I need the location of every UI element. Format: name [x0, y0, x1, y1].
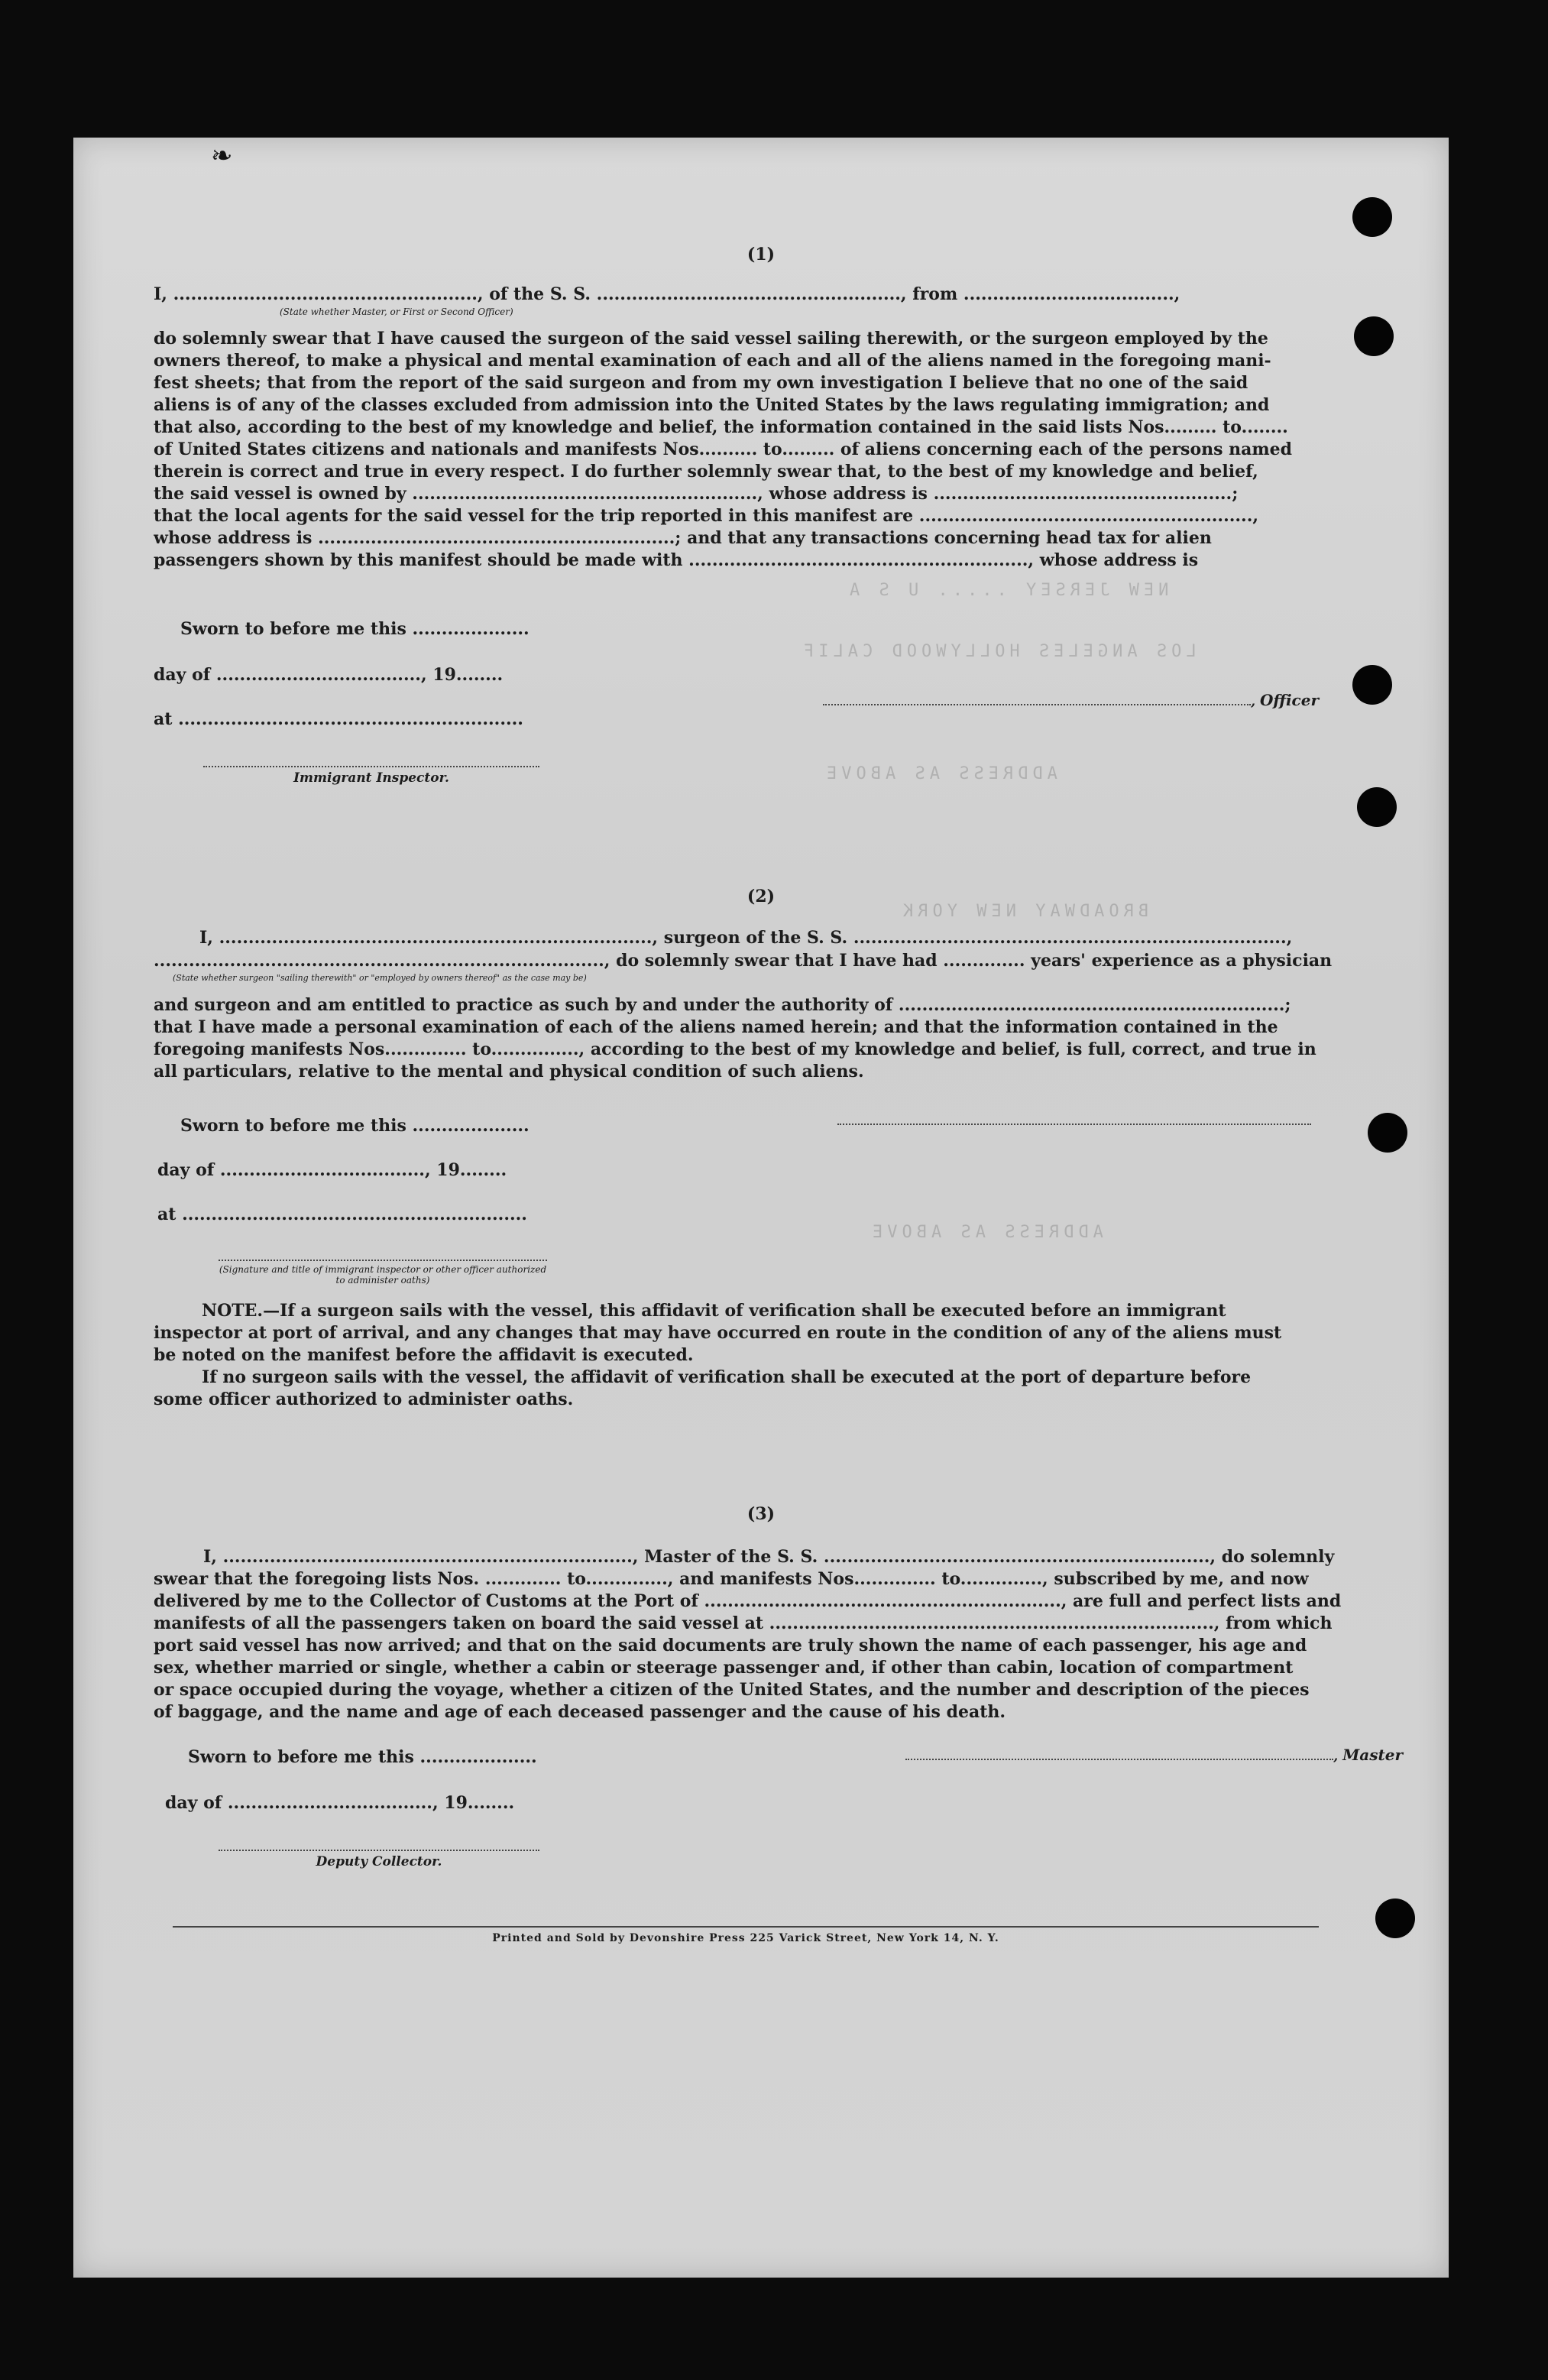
s1-line-4: fest sheets; that from the report of the said surgeon and from my own investigation I believe that no one of the said [154, 373, 1248, 393]
s3-line-1: I, ......................................................................, Master of the S. S. .................................................................., do solemnly [203, 1547, 1335, 1567]
s2-line-3: foregoing manifests Nos.............. to..............., according to the best of my knowledge and belief, is full, correct, and true in [154, 1039, 1316, 1059]
s1-line-1: I, ...................................................., of the S. S. ...................................................., from ...................................., [154, 284, 1180, 304]
bleed-through: NEW JERSEY ..... U S A [845, 581, 1169, 600]
s2-line-4: all particulars, relative to the mental and physical condition of such aliens. [154, 1062, 864, 1081]
s3-line-8: of baggage, and the name and age of each deceased passenger and the cause of his death. [154, 1702, 1006, 1722]
punch-hole [1354, 316, 1394, 356]
form-page [73, 138, 1449, 2278]
s3-line-6: sex, whether married or single, whether a cabin or steerage passenger and, if other than cabin, location of compartment [154, 1658, 1294, 1678]
master-note: (State whether Master, or First or Second Officer) [280, 306, 513, 317]
note-line-5: some officer authorized to administer oaths. [154, 1389, 574, 1409]
punch-hole [1352, 665, 1392, 705]
s1-line-12: passengers shown by this manifest should be made with .........................................................., whose address is [154, 550, 1199, 570]
master-label: Master [1342, 1746, 1403, 1764]
s1-line-9: the said vessel is owned by ..........................................................., whose address is ...................................................; [154, 484, 1239, 504]
s2-surgeon-signature [837, 1124, 1311, 1128]
officer-label: Officer [1259, 691, 1319, 709]
surgeon-note: (State whether surgeon "sailing therewith" or "employed by owners thereof" as the case may be) [173, 973, 587, 983]
s2-line-i: I, .........................................................................., surgeon of the S. S. .........................................................................., [199, 928, 1293, 948]
bleed-through: LOS ANGELES HOLLYWOOD CALIF [799, 642, 1197, 661]
corner-mark-icon: ❧ [211, 141, 233, 171]
punch-hole [1368, 1113, 1407, 1153]
s1-day: day of ..................................., 19........ [154, 665, 504, 685]
s2-line-1: and surgeon and am entitled to practice as such by and under the authority of ..................................................................; [154, 995, 1291, 1015]
s2-line-swear: ............................................................................., do solemnly swear that I have had .............. years' experience as a physician [154, 951, 1333, 971]
s1-line-3: owners thereof, to make a physical and mental examination of each and all of the aliens named in the foregoing mani- [154, 351, 1271, 371]
s1-officer-signature: , Officer [822, 688, 1319, 709]
note-line-1: NOTE.—If a surgeon sails with the vessel, this affidavit of verification shall be executed before an immigrant [202, 1301, 1226, 1321]
s2-day: day of ..................................., 19........ [157, 1160, 507, 1180]
s2-at: at ........................................................... [157, 1205, 527, 1224]
s3-master-signature: , Master [837, 1743, 1403, 1764]
s3-collector-signature: Deputy Collector. [219, 1850, 539, 1869]
s1-at: at ........................................................... [154, 709, 523, 729]
s1-line-7: of United States citizens and nationals and manifests Nos.......... to......... of aliens concerning each of the persons named [154, 439, 1293, 459]
s1-line-2: do solemnly swear that I have caused the surgeon of the said vessel sailing therewith, or the surgeon employed by the [154, 329, 1268, 349]
bleed-through: ADDRESS AS ABOVE [868, 1223, 1103, 1242]
s3-sworn: Sworn to before me this .................... [188, 1747, 537, 1767]
s3-line-4: manifests of all the passengers taken on board the said vessel at ............................................................................, from which [154, 1613, 1333, 1633]
s1-line-6: that also, according to the best of my knowledge and belief, the information contained in the said lists Nos......... to........ [154, 417, 1288, 437]
note-line-3: be noted on the manifest before the affidavit is executed. [154, 1345, 694, 1365]
note-line-2: inspector at port of arrival, and any changes that may have occurred en route in the condition of any of the aliens must [154, 1323, 1282, 1343]
bleed-through: ADDRESS AS ABOVE [822, 764, 1057, 783]
s1-line-11: whose address is .............................................................; and that any transactions concerning head tax for alien [154, 528, 1212, 548]
s3-day: day of ..................................., 19........ [165, 1793, 515, 1813]
punch-hole [1352, 197, 1392, 237]
s3-line-2: swear that the foregoing lists Nos. ............. to.............., and manifests Nos.............. to.............., subscribed by me, and now [154, 1569, 1309, 1589]
s2-sworn: Sworn to before me this .................... [180, 1116, 529, 1136]
printer-footer: Printed and Sold by Devonshire Press 225 Varick Street, New York 14, N. Y. [173, 1926, 1319, 1944]
s2-line-2: that I have made a personal examination of each of the aliens named herein; and that the information contained in the [154, 1017, 1278, 1037]
s1-line-10: that the local agents for the said vessel for the trip reported in this manifest are ........................................................., [154, 506, 1259, 526]
note-line-4: If no surgeon sails with the vessel, the affidavit of verification shall be executed at the port of departure before [202, 1367, 1252, 1387]
s1-sworn: Sworn to before me this .................... [180, 619, 529, 639]
bleed-through: BROADWAY NEW YORK [899, 902, 1149, 921]
s3-line-7: or space occupied during the voyage, whether a citizen of the United States, and the number and description of the pieces [154, 1680, 1310, 1700]
section-2-number: (2) [746, 887, 776, 906]
s2-inspector-signature: (Signature and title of immigrant inspector or other officer authorized to administer oaths) [219, 1260, 547, 1286]
punch-hole [1357, 787, 1397, 827]
s3-line-5: port said vessel has now arrived; and that on the said documents are truly shown the name of each passenger, his age and [154, 1636, 1307, 1655]
section-1-number: (1) [746, 245, 776, 264]
s1-inspector-signature: Immigrant Inspector. [203, 766, 539, 786]
s3-line-3: delivered by me to the Collector of Customs at the Port of ............................................................., are full and perfect lists and [154, 1591, 1342, 1611]
s1-line-5: aliens is of any of the classes excluded from admission into the United States by the laws regulating immigration; and [154, 395, 1270, 415]
punch-hole [1375, 1898, 1415, 1938]
s1-line-8: therein is correct and true in every respect. I do further solemnly swear that, to the best of my knowledge and belief, [154, 462, 1258, 482]
section-3-number: (3) [746, 1504, 776, 1524]
